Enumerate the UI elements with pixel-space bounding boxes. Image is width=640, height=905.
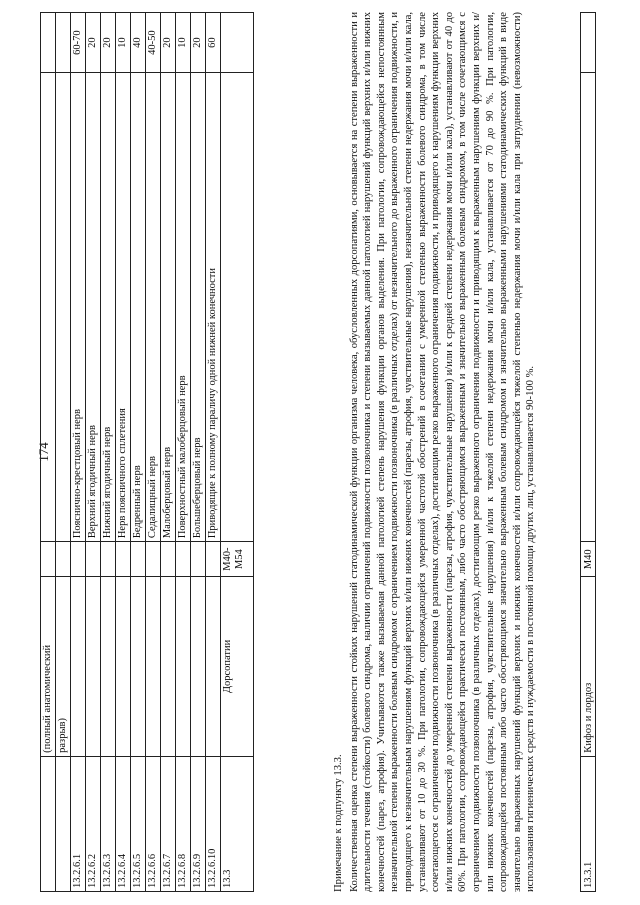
row-desc: Поверхностный малоберцовый нерв xyxy=(176,73,191,542)
rotated-content xyxy=(40,12,600,892)
table-row xyxy=(86,13,101,892)
nerve-table-body xyxy=(41,13,254,892)
section-row xyxy=(221,13,254,892)
row-code: 13.3.1 xyxy=(581,756,596,891)
row-value: 60-70 xyxy=(71,13,86,73)
table-row xyxy=(41,13,56,892)
table-row xyxy=(101,13,116,892)
table-row xyxy=(161,13,176,892)
section-name: Дорсопатии xyxy=(221,577,254,757)
row-value: 40 xyxy=(131,13,146,73)
section-icd: M40-M54 xyxy=(221,542,254,577)
nerve-table xyxy=(40,12,254,892)
row-code: 13.2.6.4 xyxy=(116,756,131,891)
row-desc: Большеберцовый нерв xyxy=(191,73,206,542)
row-code: 13.2.6.5 xyxy=(131,756,146,891)
row-code: 13.2.6.1 xyxy=(71,756,86,891)
row-code: 13.2.6.9 xyxy=(191,756,206,891)
table-row xyxy=(176,13,191,892)
row-name: (полный анатомический xyxy=(41,577,56,757)
row-name: разрыв) xyxy=(56,577,71,757)
table-row xyxy=(581,13,596,892)
section-code: 13.3 xyxy=(221,756,254,891)
note-heading: Примечание к подпункту 13.3. xyxy=(333,754,344,892)
row-name: Кифоз и лордоз xyxy=(581,577,596,757)
row-desc: Седалищный нерв xyxy=(146,73,161,542)
row-value: 40-50 xyxy=(146,13,161,73)
row-code: 13.2.6.8 xyxy=(176,756,191,891)
row-desc: Приводящие к полному параличу одной нижней конечности xyxy=(206,73,221,542)
table-row xyxy=(206,13,221,892)
table-row xyxy=(56,13,71,892)
row-value: 60 xyxy=(206,13,221,73)
row-value: 20 xyxy=(191,13,206,73)
table-row xyxy=(191,13,206,892)
row-value: 20 xyxy=(86,13,101,73)
row-code: 13.2.6.6 xyxy=(146,756,161,891)
row-code: 13.2.6.10 xyxy=(206,756,221,891)
table-row xyxy=(71,13,86,892)
row-desc: Бедренный нерв xyxy=(131,73,146,542)
table-row xyxy=(116,13,131,892)
row-icd: M40 xyxy=(581,542,596,577)
row-desc: Пояснично-крестцовый нерв xyxy=(71,73,86,542)
page-number: 174 xyxy=(35,442,51,462)
row-code: 13.2.6.7 xyxy=(161,756,176,891)
row-desc: Верхний ягодичный нерв xyxy=(86,73,101,542)
table-row xyxy=(131,13,146,892)
row-code: 13.2.6.3 xyxy=(101,756,116,891)
row-value: 20 xyxy=(161,13,176,73)
row-value: 10 xyxy=(116,13,131,73)
row-value: 10 xyxy=(176,13,191,73)
row-desc: Малоберцовый нерв xyxy=(161,73,176,542)
row-desc: Нижний ягодичный нерв xyxy=(101,73,116,542)
note-block xyxy=(332,12,538,892)
row-code: 13.2.6.2 xyxy=(86,756,101,891)
table-row xyxy=(146,13,161,892)
note-text: Количественная оценка степени выраженности стойких нарушений статодинамической функции организма человека, обусловленных дорсопатиями, основывается на степени выраженности и длительности течения (стойкости) болевого синдрома, наличии ограничений подвижности позвоночника и степени вызываемых данной патологией нарушений функций верхних и/или нижних конечностей (парез, атрофия). Учитываются также вызываемая данной патологией степень нарушения функции органов выделения. При патологии, сопровождающейся непостоянным незначительной степени выраженности болевым синдромом с ограничением подвижности позвоночника (в различных отделах) от незначительного до выраженного ограничения подвижности, и приводящего к незначительным нарушениям функций верхних и/или нижних конечностей (парезы, атрофия, чувствительные нарушения), незначительной степени недержания мочи и/или кала, устанавливают от 10 до 30 %. При патологии, сопровождающейся умеренной частотой обострений в сочетании с умеренной степенью выраженности болевого синдрома, в том числе сочетающегося с ограничением подвижности позвоночника (в различных отделах), достигающим резко выраженного ограничения подвижности, и приводящего к нарушениям функции верхних и/или нижних конечностей до умеренной степени выраженности (парезы, атрофия, чувствительные нарушения) и/или к средней степени недержания мочи и/или кала), устанавливают от 40 до 60%. При патологии, сопровождающейся практически постоянным, либо часто обостряющимся выраженным и значительно выраженным болевым синдромом, в том числе сочетающимся с ограничением подвижности позвоночника (в различных отделах), достигающим резко выраженного ограничения подвижности и приводящим к выраженным нарушениям функции верхних и/или нижних конечностей (парезы, атрофия, чувствительные нарушения) и/или к тяжелой степени недержания мочи и/или кала, устанавливается от 70 до 90 %. При патологии, сопровождающейся постоянным либо часто обостряющимся значительно выраженным болевым синдромом и значительно выраженными нарушениями статодинамических функций в виде значительно выраженных нарушений функций верхних и нижних конечностей и/или сопровождающейся тяжелой степенью недержания мочи и/или кала при затруднении (невозможности) использования гигиенических средств и нуждаемости в постоянной помощи других лиц, устанавливается 90-100 %. xyxy=(348,12,537,892)
row-desc: Нерв поясничного сплетения xyxy=(116,73,131,542)
last-row-table xyxy=(580,12,596,892)
row-value: 20 xyxy=(101,13,116,73)
